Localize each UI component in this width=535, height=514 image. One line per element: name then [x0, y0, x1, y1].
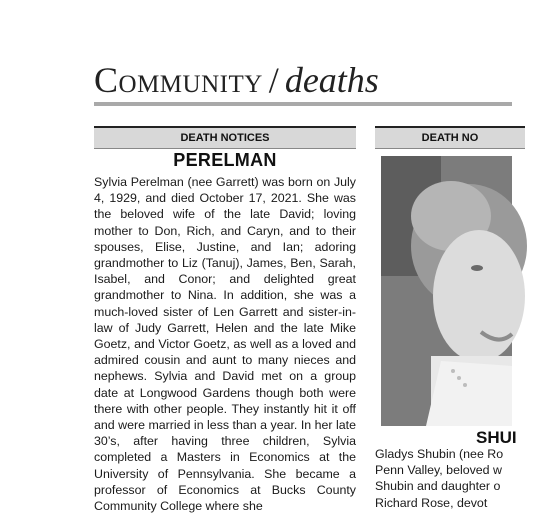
text-line: Richard Rose, devot	[375, 495, 488, 510]
death-notices-header-right: DEATH NO	[375, 126, 525, 149]
subsection-title: deaths	[284, 60, 379, 100]
portrait-image	[381, 156, 512, 426]
obituary-text: Sylvia Perelman (nee Garrett) was born on July 4, 1929, and died October 17, 2021. She was the beloved wife of the late David; loving mother to Don, Rich, and Caryn, and to their spouses, Elise, Justine, and Ian; adoring grandmother to Liz (Tanuj), James, Ben, Sarah, Isabel, and Conor; and delighted great grandmother to Nina. In addition, she was a much-loved sister of Len Garrett and sister-in-law of Judy Garrett, Helen and the late Mike Goetz, and Victor Goetz, as well as a loved and admired cousin and aunt to many nieces and nephews. Sylvia and David met on a group date at Longwood Gardens though both were there with other people. They instantly hit it off and were married in less than a year. In her late 30’s, after having three children, Sylvia completed a Masters in Economics at the University of Pennsylvania. She became a professor of Economics at Bucks County Community College where she	[94, 175, 356, 514]
text-line: Penn Valley, beloved w	[375, 463, 502, 478]
obituary-photo	[381, 156, 512, 426]
masthead-rule	[94, 102, 512, 106]
obituary-name-right: SHUI	[476, 428, 517, 447]
page-masthead	[94, 60, 379, 100]
masthead-separator: /	[268, 60, 279, 100]
text-line: Gladys Shubin (nee Ro	[375, 447, 504, 461]
text-line: Shubin and daughter o	[375, 479, 501, 494]
death-notices-header: DEATH NOTICES	[94, 126, 356, 149]
obituary-name: PERELMAN	[173, 150, 277, 170]
section-title: Community	[94, 60, 263, 100]
obituary-text-right	[375, 446, 535, 511]
